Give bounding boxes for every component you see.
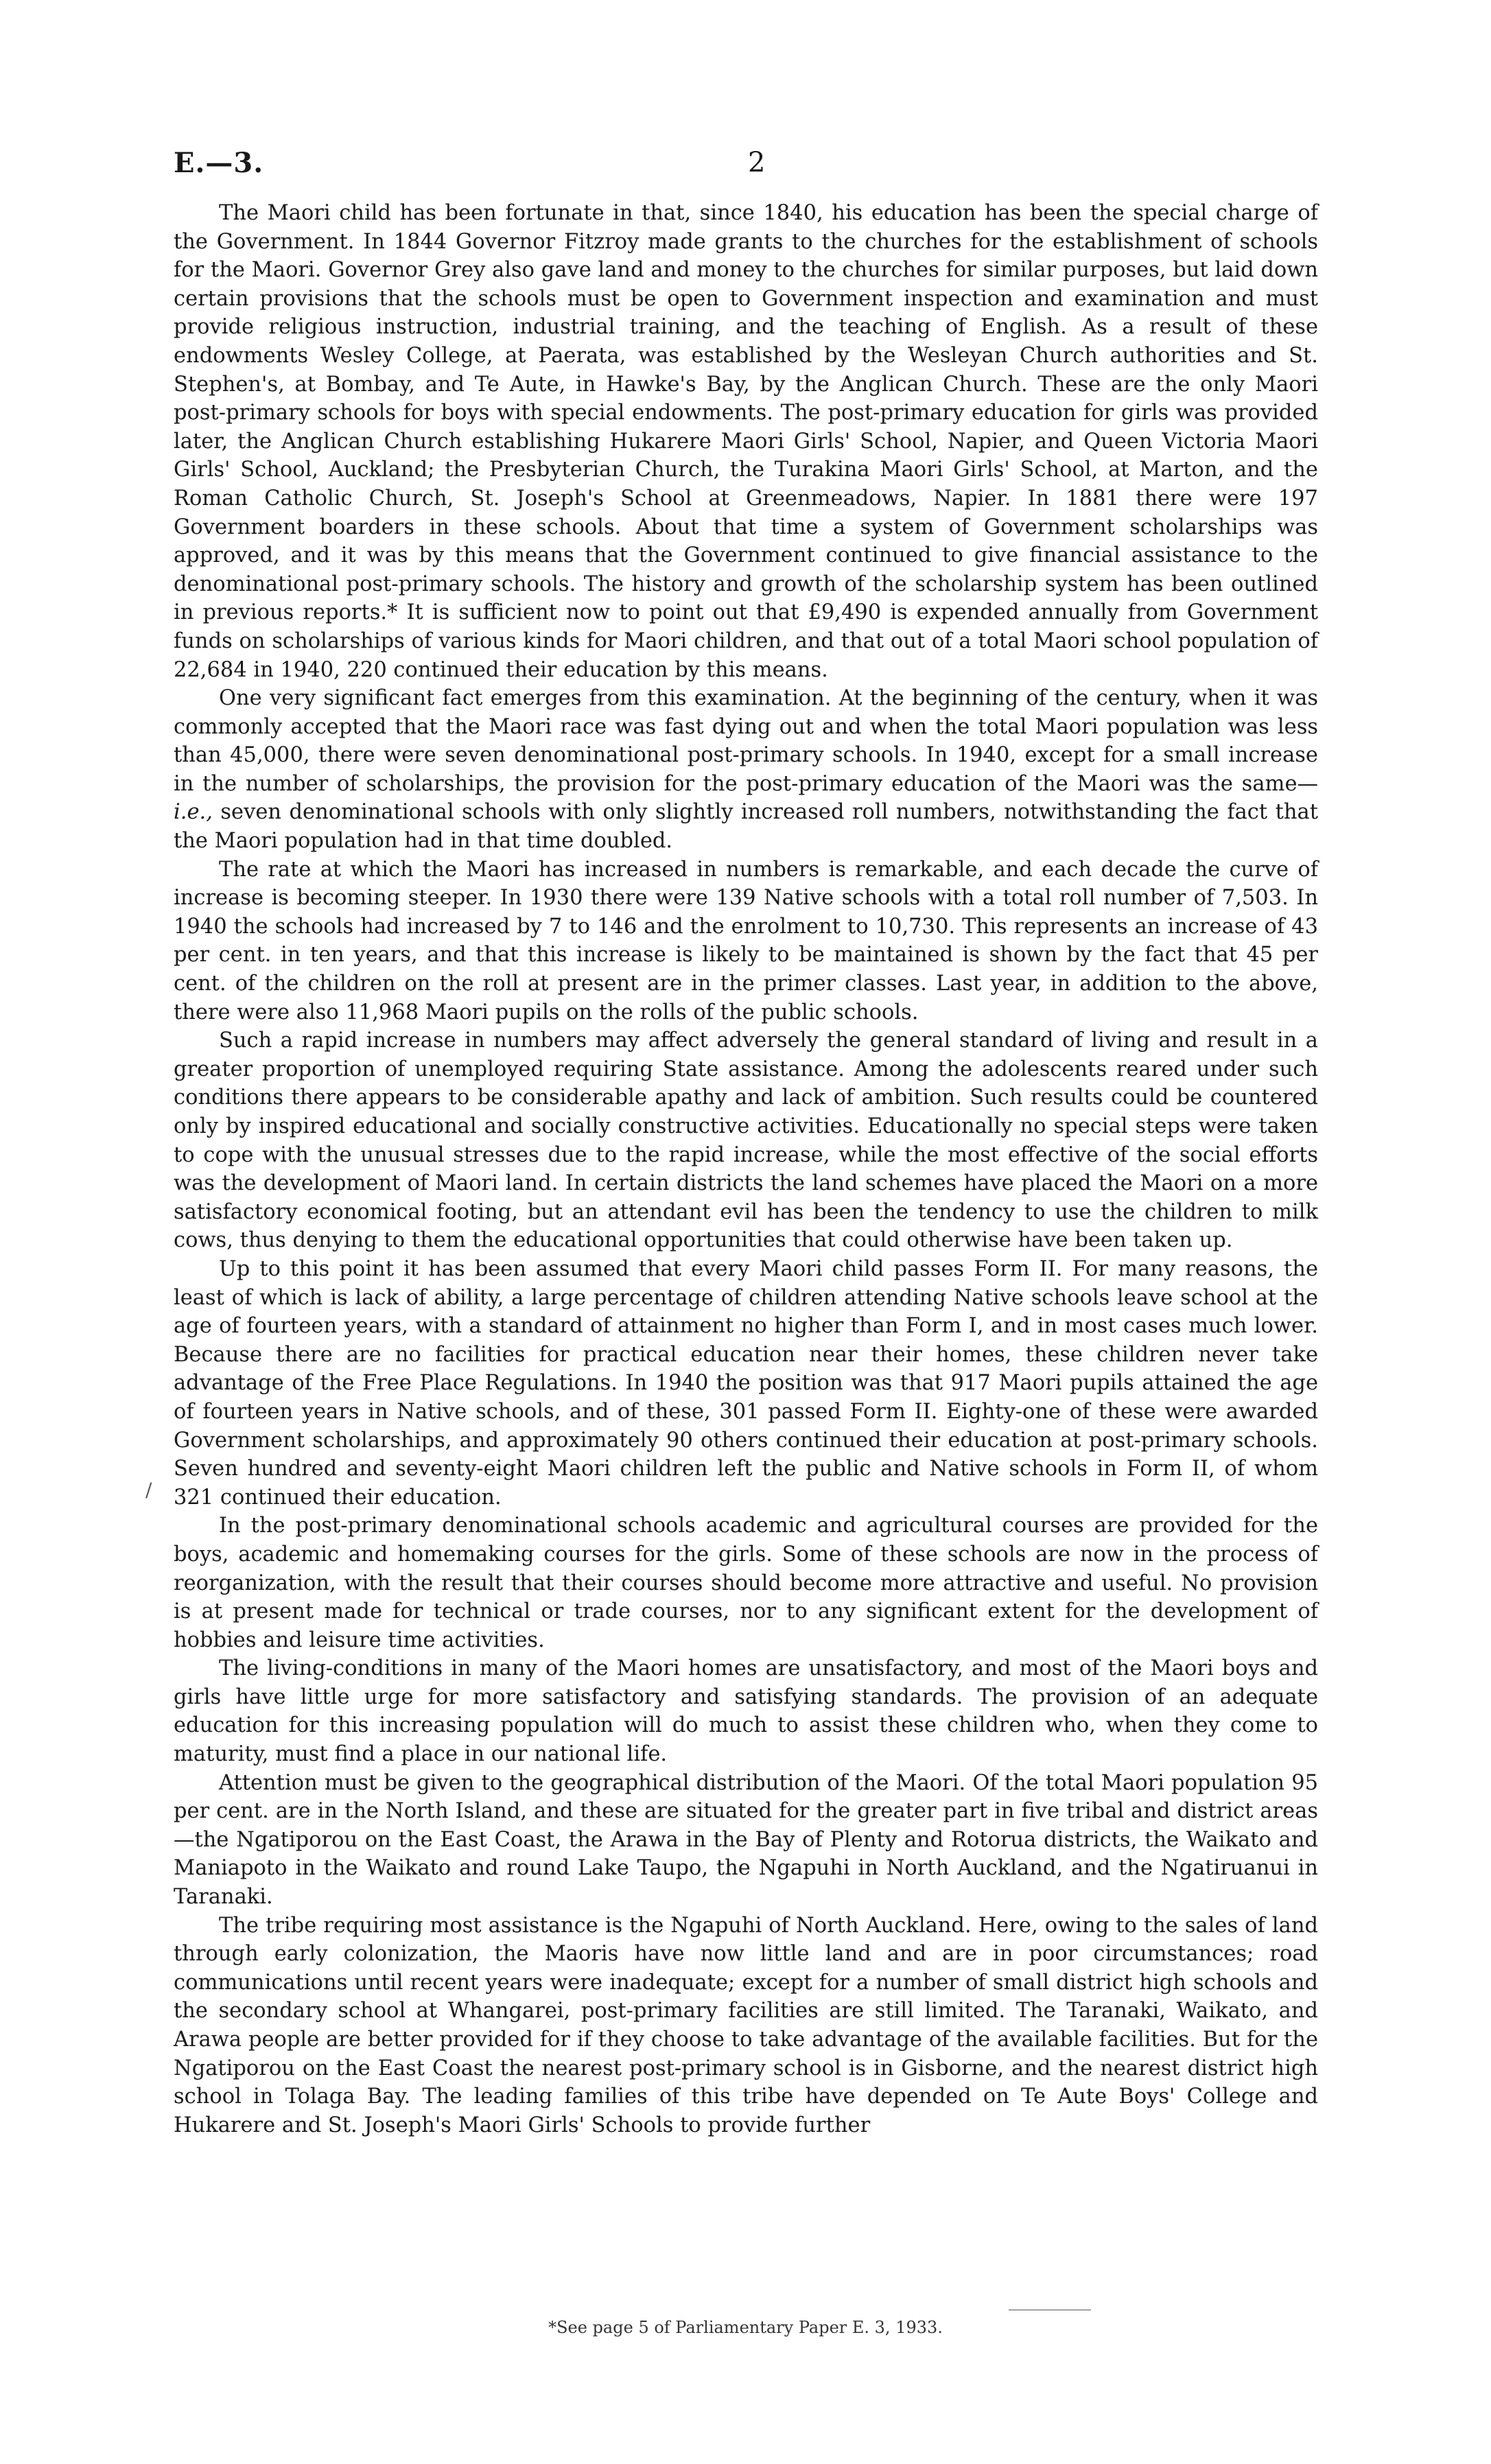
document-reference: E.—3. bbox=[174, 147, 264, 179]
page-number: 2 bbox=[748, 147, 766, 178]
paragraph-5: Up to this point it has been assumed that every Maori child passes Form II. For many reasons, the least of which is lack of ability, a large percentage of children attending Native schools leave school at the age of fourteen years, with a standard of attainment no higher than Form I, and in most cases much lower. Because there are no facilities for practical education near their homes, these children never take advantage of the Free Place Regulations. In 1940 the position was that 917 Maori pupils attained the age of fourteen years in Native schools, and of these, 301 passed Form II. Eighty-one of these were awarded Government scholarships, and approximately 90 others continued their education at post-primary schools. Seven hundred and seventy-eight Maori children left the public and Native schools in Form II, of whom 321 continued their education. bbox=[174, 1256, 1318, 1510]
paragraph-2-text: One very significant fact emerges from this examination. At the beginning of the century, when it was commonly accepted that the Maori race was fast dying out and when the total Maori population was less than 45,000, there were seven denominational post-primary schools. In 1940, except for a small increase in the number of scholarships, the provision for the post-primary education of the Maori was the same— bbox=[174, 686, 1318, 796]
paragraph-8: Attention must be given to the geographical distribution of the Maori. Of the total Maori population 95 per cent. are in the North Island, and these are situated for the greater part in five tribal and district areas—the Ngatiporou on the East Coast, the Arawa in the Bay of Plenty and Rotorua districts, the Waikato and Maniapoto in the Waikato and round Lake Taupo, the Ngapuhi in North Auckland, and the Ngatiruanui in Taranaki. bbox=[174, 1770, 1318, 1910]
paragraph-2 bbox=[174, 684, 1318, 856]
footnote: *See page 5 of Parliamentary Paper E. 3, 1933. bbox=[548, 2318, 943, 2337]
paragraph-9: The tribe requiring most assistance is the Ngapuhi of North Auckland. Here, owing to the sales of land through early colonization, the Maoris have now little land and are in poor circumstances; road communications until recent years were inadequate; except for a number of small district high schools and the secondary school at Whangarei, post-primary facilities are still limited. The Taranaki, Waikato, and Arawa people are better provided for if they choose to take advantage of the available facilities. But for the Ngatiporou on the East Coast the nearest post-primary school is in Gisborne, and the nearest district high school in Tolaga Bay. The leading families of this tribe have depended on Te Aute Boys' College and Hukarere and St. Joseph's Maori Girls' Schools to provide further bbox=[174, 1913, 1318, 2137]
margin-pencil-mark: / bbox=[145, 1479, 152, 1501]
paragraph-6: In the post-primary denominational schools academic and agricultural courses are provided for the boys, academic and homemaking courses for the girls. Some of these schools are now in the process of reorganization, with the result that their courses should become more attractive and useful. No provision is at present made for technical or trade courses, nor to any significant extent for the development of hobbies and leisure time activities. bbox=[174, 1514, 1318, 1652]
paragraph-4: Such a rapid increase in numbers may affect adversely the general standard of living and result in a greater proportion of unemployed requiring State assistance. Among the adolescents reared under such conditions there appears to be considerable apathy and lack of ambition. Such results could be countered only by inspired educational and socially constructive activities. Educationally no special steps were taken to cope with the unusual stresses due to the rapid increase, while the most effective of the social efforts was the development of Maori land. In certain districts the land schemes have placed the Maori on a more satisfactory economical footing, but an attendant evil has been the tendency to use the children to milk cows, thus denying to them the educational opportunities that could otherwise have been taken up. bbox=[174, 1029, 1318, 1253]
body-text bbox=[174, 199, 1318, 2139]
paragraph-7: The living-conditions in many of the Maori homes are unsatisfactory, and most of the Maori boys and girls have little urge for more satisfactory and satisfying standards. The provision of an adequate education for this increasing population will do much to assist these children who, when they come to maturity, must find a place in our national life. bbox=[174, 1656, 1318, 1767]
paragraph-1: The Maori child has been fortunate in that, since 1840, his education has been the special charge of the Government. In 1844 Governor Fitzroy made grants to the churches for the establishment of schools for the Maori. Governor Grey also gave land and money to the churches for similar purposes, but laid down certain provisions that the schools must be open to Government inspection and examination and must provide religious instruction, industrial training, and the teaching of English. As a result of these endowments Wesley College, at Paerata, was established by the Wesleyan Church authorities and St. Stephen's, at Bombay, and Te Aute, in Hawke's Bay, by the Anglican Church. These are the only Maori post-primary schools for boys with special endowments. The post-primary education for girls was provided later, the Anglican Church establishing Hukarere Maori Girls' School, Napier, and Queen Victoria Maori Girls' School, Auckland; the Presbyterian Church, the Turakina Maori Girls' School, at Marton, and the Roman Catholic Church, St. Joseph's School at Greenmeadows, Napier. In 1881 there were 197 Government boarders in these schools. About that time a system of Government scholarships was approved, and it was by this means that the Government continued to give financial assistance to the denominational post-primary schools. The history and growth of the scholarship system has been outlined in previous reports.* It is sufficient now to point out that £9,490 is expended annually from Government funds on scholarships of various kinds for Maori children, and that out of a total Maori school population of 22,684 in 1940, 220 continued their education by this means. bbox=[174, 201, 1318, 682]
paragraph-3: The rate at which the Maori has increased in numbers is remarkable, and each decade the curve of increase is becoming steeper. In 1930 there were 139 Native schools with a total roll number of 7,503. In 1940 the schools had increased by 7 to 146 and the enrolment to 10,730. This represents an increase of 43 per cent. in ten years, and that this increase is likely to be maintained is shown by the fact that 45 per cent. of the children on the roll at present are in the primer classes. Last year, in addition to the above, there were also 11,968 Maori pupils on the rolls of the public schools. bbox=[174, 857, 1318, 1024]
paragraph-2-tail: seven denominational schools with only slightly increased roll numbers, notwithstanding the fact that the Maori population had in that time doubled. bbox=[174, 800, 1318, 854]
paragraph-2-italic: i.e., bbox=[174, 800, 213, 825]
